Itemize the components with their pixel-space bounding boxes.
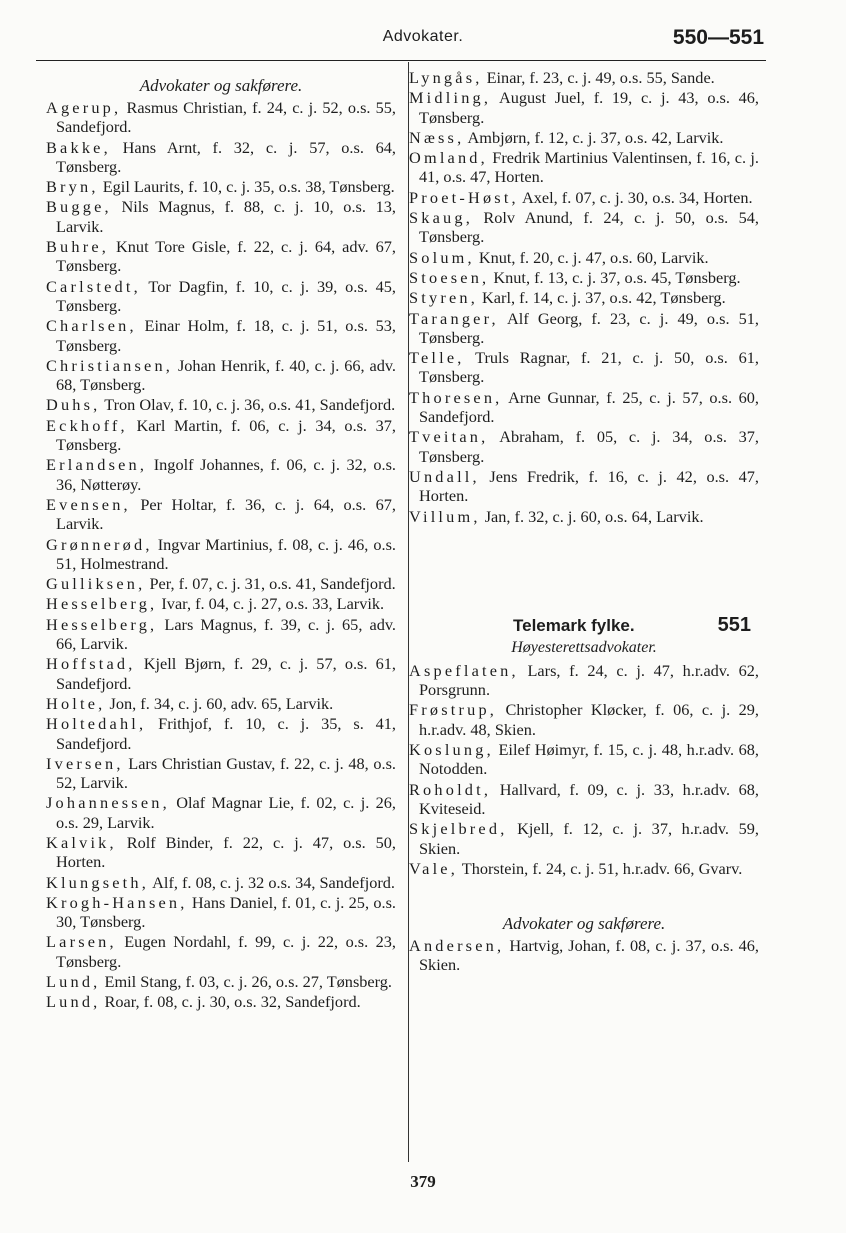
- list-item: [46, 356, 396, 395]
- entry-name: Undall,: [409, 466, 480, 486]
- entry-name: Roholdt,: [409, 779, 492, 799]
- entry-details: Frithjof, f. 10, c. j. 35, s. 41, Sandefjord.: [56, 714, 396, 753]
- entry-name: Kalvik,: [46, 832, 117, 852]
- entry-details: Hartvig, Johan, f. 08, c. j. 37, o.s. 46, Skien.: [419, 936, 759, 975]
- entry-details: Hans Daniel, f. 01, c. j. 25, o.s. 30, Tønsberg.: [56, 892, 396, 932]
- entry-name: Stoesen,: [409, 267, 490, 287]
- entry-details: Ingvar Martinius, f. 08, c. j. 46, o.s. 51, Holmestrand.: [56, 534, 396, 573]
- entry-details: Kjell Bjørn, f. 29, c. j. 57, o.s. 61, Sandefjord.: [56, 654, 396, 693]
- entry-name: Carlstedt,: [46, 276, 141, 296]
- entry-name: Lund,: [46, 972, 101, 992]
- list-item: [409, 309, 759, 348]
- list-item: [409, 148, 759, 187]
- list-item: [46, 138, 396, 177]
- entry-details: Christopher Kløcker, f. 06, c. j. 29, h.r.adv. 48, Skien.: [419, 700, 759, 739]
- entry-details: Jan, f. 32, c. j. 60, o.s. 64, Larvik.: [480, 506, 704, 526]
- list-item: [46, 197, 396, 236]
- entry-details: Einar, f. 23, c. j. 49, o.s. 55, Sande.: [482, 68, 715, 87]
- list-item: [46, 316, 396, 355]
- list-item: [46, 455, 396, 494]
- entry-details: Lars, f. 24, c. j. 47, h.r.adv. 62, Porsgrunn.: [419, 660, 759, 700]
- list-item: [46, 714, 396, 753]
- list-item: [409, 388, 759, 427]
- entry-name: Taranger,: [409, 308, 499, 328]
- list-item: [409, 288, 759, 307]
- entry-details: Knut Tore Gisle, f. 22, c. j. 64, adv. 67, Tønsberg.: [56, 237, 396, 276]
- list-item: [409, 268, 759, 287]
- entry-details: Ambjørn, f. 12, c. j. 37, o.s. 42, Larvik.: [464, 127, 724, 147]
- entry-details: Arne Gunnar, f. 25, c. j. 57, o.s. 60, Sandefjord.: [419, 387, 759, 427]
- entry-details: Per Holtar, f. 36, c. j. 64, o.s. 67, Larvik.: [56, 494, 396, 534]
- county-page-number: 551: [717, 613, 751, 636]
- entry-name: Gulliksen,: [46, 574, 146, 594]
- entry-details: Nils Magnus, f. 88, c. j. 10, o.s. 13, Larvik.: [56, 197, 396, 236]
- entry-details: Knut, f. 20, c. j. 47, o.s. 60, Larvik.: [474, 247, 709, 267]
- list-item: [46, 416, 396, 455]
- entry-name: Koslung,: [409, 740, 494, 760]
- entry-name: Villum,: [409, 506, 481, 526]
- entry-details: Thorstein, f. 24, c. j. 51, h.r.adv. 66, Gvarv.: [458, 858, 743, 878]
- entry-details: Kjell, f. 12, c. j. 37, h.r.adv. 59, Skien.: [419, 819, 759, 858]
- entry-name: Hesselberg,: [46, 594, 158, 614]
- entry-name: Buhre,: [46, 237, 110, 257]
- entry-name: Næss,: [409, 127, 465, 147]
- left-column: [46, 62, 396, 1013]
- entry-name: Erlandsen,: [46, 455, 148, 475]
- entry-details: Knut, f. 13, c. j. 37, o.s. 45, Tønsberg.: [489, 267, 741, 287]
- entry-name: Eckhoff,: [46, 415, 128, 435]
- entry-name: Midling,: [409, 88, 492, 108]
- entry-details: Fredrik Martinius Valentinsen, f. 16, c. j. 41, o.s. 47, Horten.: [419, 148, 759, 187]
- entry-details: Karl, f. 14, c. j. 37, o.s. 42, Tønsberg.: [477, 288, 726, 308]
- entry-name: Hoffstad,: [46, 654, 136, 674]
- list-item: [46, 495, 396, 534]
- entry-details: Jon, f. 34, c. j. 60, adv. 65, Larvik.: [105, 693, 334, 713]
- entry-details: Johan Henrik, f. 40, c. j. 66, adv. 68, Tønsberg.: [56, 355, 396, 395]
- entry-name: Solum,: [409, 247, 475, 267]
- list-item: [46, 972, 396, 991]
- entry-details: Karl Martin, f. 06, c. j. 34, o.s. 37, Tønsberg.: [56, 415, 396, 455]
- entry-list: [409, 661, 759, 878]
- list-item: [409, 740, 759, 779]
- list-item: [409, 507, 759, 526]
- entry-name: Omland,: [409, 148, 488, 168]
- entry-name: Grønnerød,: [46, 534, 153, 554]
- entry-details: Hans Arnt, f. 32, c. j. 57, o.s. 64, Tønsberg.: [56, 137, 396, 176]
- list-item: [46, 873, 396, 892]
- entry-name: Iversen,: [46, 753, 124, 773]
- entry-details: Alf, f. 08, c. j. 32 o.s. 34, Sandefjord.: [149, 872, 395, 892]
- list-item: [46, 893, 396, 932]
- entry-name: Skjelbred,: [409, 819, 508, 839]
- county-heading: [409, 614, 759, 637]
- list-item: [46, 98, 396, 137]
- list-item: [46, 833, 396, 872]
- page-number: 379: [410, 1172, 436, 1191]
- page-range: 550—551: [672, 26, 764, 49]
- entry-name: Hesselberg,: [46, 614, 158, 634]
- entry-details: Tor Dagfin, f. 10, c. j. 39, o.s. 45, Tønsberg.: [56, 276, 396, 315]
- list-item: [409, 467, 759, 506]
- entry-details: Eilef Høimyr, f. 15, c. j. 48, h.r.adv. 68, Notodden.: [419, 740, 759, 779]
- list-item: [409, 819, 759, 858]
- entry-list: [409, 936, 759, 975]
- entry-name: Bryn,: [46, 177, 99, 197]
- entry-details: Abraham, f. 05, c. j. 34, o.s. 37, Tønsberg.: [419, 427, 759, 466]
- entry-list: [46, 98, 396, 1012]
- entry-details: Rolv Anund, f. 24, c. j. 50, o.s. 54, Tønsberg.: [419, 208, 759, 247]
- entry-details: Alf Georg, f. 23, c. j. 49, o.s. 51, Tønsberg.: [419, 308, 759, 347]
- entry-details: Ingolf Johannes, f. 06, c. j. 32, o.s. 36, Nøtterøy.: [56, 455, 396, 494]
- list-item: [409, 348, 759, 387]
- entry-name: Skaug,: [409, 208, 473, 228]
- entry-name: Aspeflaten,: [409, 660, 519, 680]
- entry-name: Lund,: [46, 992, 101, 1012]
- list-item: [46, 535, 396, 574]
- list-item: [46, 574, 396, 593]
- header-rule: [36, 60, 766, 61]
- list-item: [409, 661, 759, 700]
- list-item: [46, 277, 396, 316]
- list-item: [46, 237, 396, 276]
- list-item: [46, 654, 396, 693]
- list-item: [409, 700, 759, 739]
- list-item: [409, 208, 759, 247]
- list-item: [409, 248, 759, 267]
- entry-name: Christiansen,: [46, 355, 174, 375]
- entry-details: Per, f. 07, c. j. 31, o.s. 41, Sandefjord.: [145, 574, 396, 594]
- list-item: [409, 859, 759, 878]
- entry-name: Holte,: [46, 693, 106, 713]
- entry-details: Egil Laurits, f. 10, c. j. 35, o.s. 38, Tønsberg.: [98, 177, 395, 197]
- entry-details: Axel, f. 07, c. j. 30, o.s. 34, Horten.: [518, 187, 753, 207]
- entry-details: Truls Ragnar, f. 21, c. j. 50, o.s. 61, Tønsberg.: [419, 348, 759, 387]
- entry-details: Einar Holm, f. 18, c. j. 51, o.s. 53, Tønsberg.: [56, 316, 396, 355]
- entry-name: Vale,: [409, 858, 458, 878]
- entry-list: [409, 68, 759, 526]
- list-item: [409, 780, 759, 819]
- list-item: [46, 754, 396, 793]
- entry-details: Tron Olav, f. 10, c. j. 36, o.s. 41, Sandefjord.: [100, 395, 396, 415]
- entry-details: Eugen Nordahl, f. 99, c. j. 22, o.s. 23, Tønsberg.: [56, 932, 396, 971]
- entry-details: Rolf Binder, f. 22, c. j. 47, o.s. 50, Horten.: [56, 832, 396, 872]
- list-item: [409, 427, 759, 466]
- entry-name: Proet-Høst,: [409, 187, 519, 207]
- entry-details: Lars Magnus, f. 39, c. j. 65, adv. 66, Larvik.: [56, 614, 396, 654]
- entry-name: Frøstrup,: [409, 700, 498, 720]
- list-item: [409, 936, 759, 975]
- list-item: [46, 793, 396, 832]
- entry-name: Klungseth,: [46, 872, 149, 892]
- subsection-title: Advokater og sakførere.: [502, 914, 666, 934]
- list-item: [46, 615, 396, 654]
- entry-details: Jens Fredrik, f. 16, c. j. 42, o.s. 47, Horten.: [419, 466, 759, 506]
- list-item: [46, 177, 396, 196]
- list-item: [46, 395, 396, 414]
- entry-name: Johannessen,: [46, 793, 170, 813]
- entry-name: Bugge,: [46, 197, 112, 217]
- list-item: [409, 188, 759, 207]
- entry-name: Krogh-Hansen,: [46, 892, 188, 912]
- list-item: [46, 694, 396, 713]
- entry-details: Roar, f. 08, c. j. 30, o.s. 32, Sandefjord.: [100, 992, 361, 1012]
- entry-name: Agerup,: [46, 98, 122, 117]
- county-title: Telemark fylke.: [513, 615, 635, 635]
- entry-name: Lyngås,: [409, 68, 483, 87]
- entry-name: Bakke,: [46, 137, 111, 157]
- entry-details: Hallvard, f. 09, c. j. 33, h.r.adv. 68, Kviteseid.: [419, 779, 759, 818]
- entry-details: Emil Stang, f. 03, c. j. 26, o.s. 27, Tønsberg.: [100, 972, 392, 992]
- entry-details: August Juel, f. 19, c. j. 43, o.s. 46, Tønsberg.: [419, 88, 759, 127]
- entry-details: Olaf Magnar Lie, f. 02, c. j. 26, o.s. 29, Larvik.: [56, 793, 396, 832]
- list-item: [409, 88, 759, 127]
- list-item: [46, 992, 396, 1011]
- entry-name: Holtedahl,: [46, 714, 147, 734]
- right-column: [409, 62, 759, 976]
- entry-details: Rasmus Christian, f. 24, c. j. 52, o.s. 55, Sandefjord.: [56, 98, 396, 137]
- entry-details: Lars Christian Gustav, f. 22, c. j. 48, o.s. 52, Larvik.: [56, 753, 396, 793]
- entry-name: Tveitan,: [409, 427, 489, 447]
- list-item: [46, 594, 396, 613]
- list-item: [409, 68, 759, 87]
- subsection-title: Høyesterettsadvokater.: [511, 638, 657, 656]
- list-item: [409, 128, 759, 147]
- entry-details: Ivar, f. 04, c. j. 27, o.s. 33, Larvik.: [157, 594, 385, 614]
- entry-name: Charlsen,: [46, 316, 137, 336]
- entry-name: Styren,: [409, 288, 478, 308]
- entry-name: Duhs,: [46, 395, 101, 415]
- list-item: [46, 932, 396, 971]
- entry-name: Telle,: [409, 348, 465, 368]
- section-title: Advokater og sakførere.: [139, 76, 303, 95]
- running-header: Advokater.: [382, 28, 464, 45]
- entry-name: Evensen,: [46, 494, 131, 514]
- entry-name: Andersen,: [409, 936, 505, 956]
- entry-name: Thoresen,: [409, 387, 503, 407]
- entry-name: Larsen,: [46, 932, 117, 952]
